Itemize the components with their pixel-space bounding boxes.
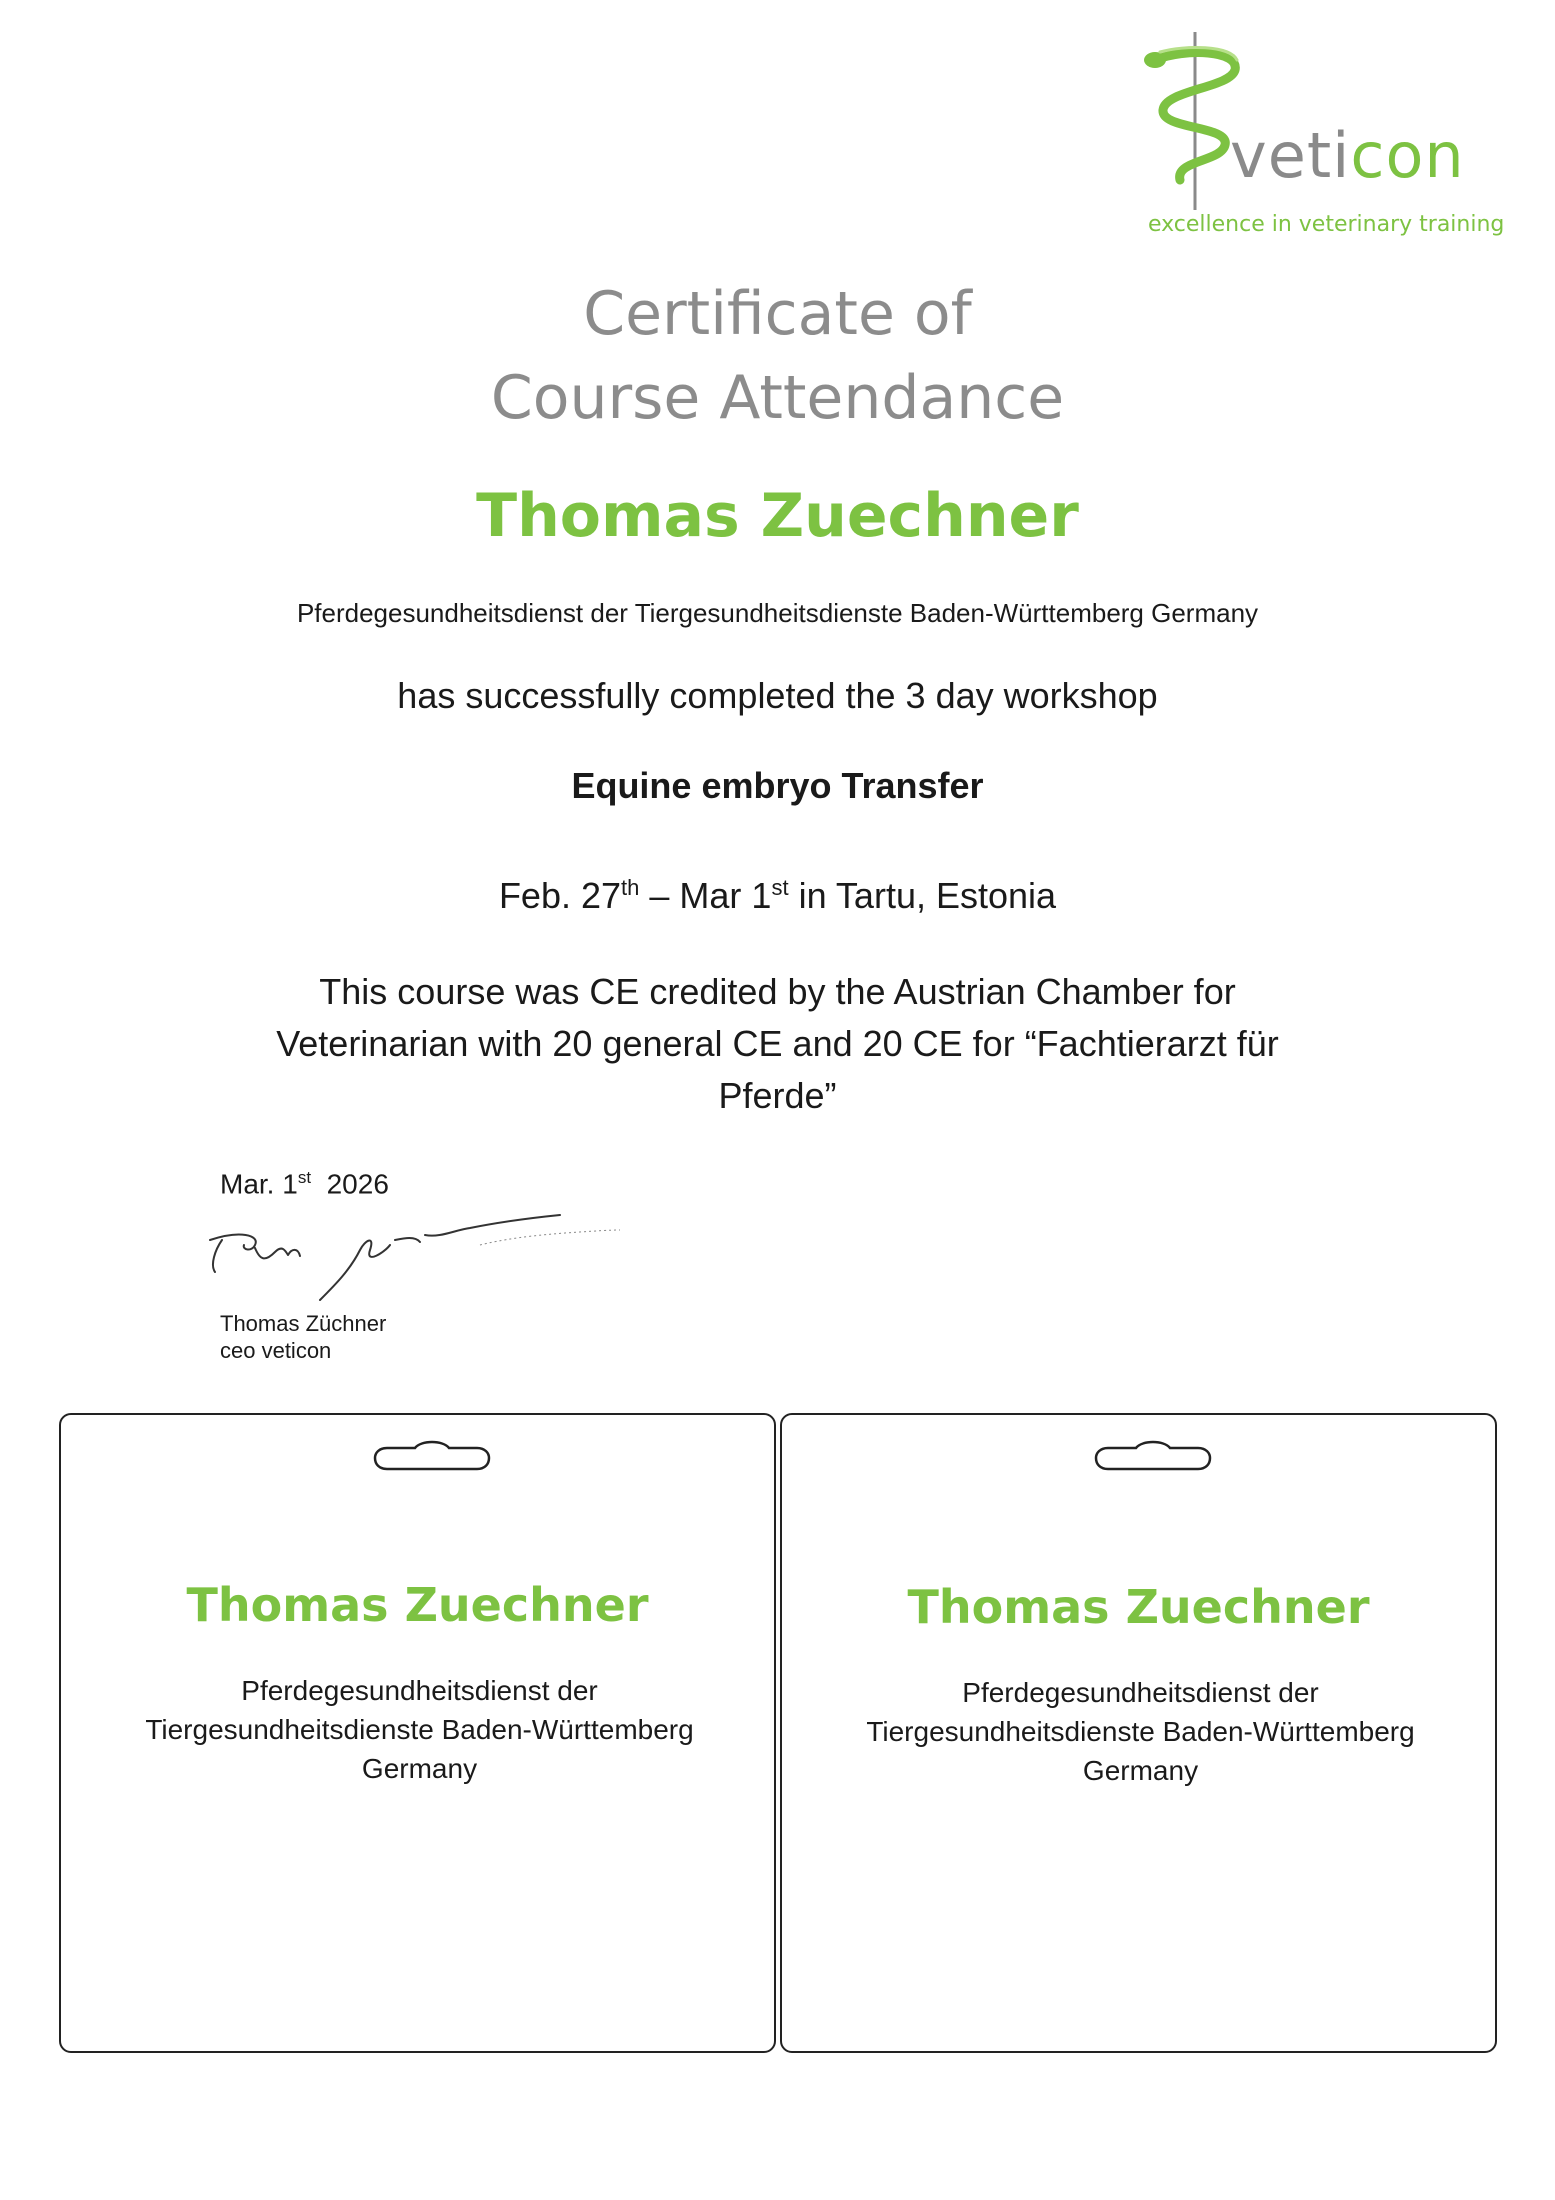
logo-wordmark: veticon: [1230, 119, 1465, 192]
course-name: Equine embryo Transfer: [571, 765, 984, 806]
veticon-logo: [1125, 30, 1525, 250]
badge-hanger-hole-icon: [373, 1437, 491, 1473]
name-badge-right: [780, 1413, 1497, 2053]
title-line-1: Certificate of: [583, 279, 972, 349]
badge-name: Thomas Zuechner: [186, 1578, 649, 1632]
signer-name: Thomas Züchner: [220, 1311, 387, 1336]
name-badge-left: [59, 1413, 776, 2053]
handwritten-signature: [200, 1190, 620, 1310]
completion-statement: has successfully completed the 3 day workshop: [397, 675, 1158, 716]
title-line-2: Course Attendance: [490, 363, 1065, 433]
recipient-name: Thomas Zuechner: [476, 481, 1079, 551]
course-dates: Feb. 27th – Mar 1st in Tartu, Estonia: [498, 875, 1057, 916]
logo-tagline: excellence in veterinary training: [1148, 212, 1505, 237]
badge-organization: Pferdegesundheitsdienst der Tiergesundheitsdienste Baden-Württemberg Germany: [866, 1677, 1415, 1786]
badge-organization: Pferdegesundheitsdienst der Tiergesundheitsdienste Baden-Württemberg Germany: [145, 1675, 694, 1784]
recipient-organization: Pferdegesundheitsdienst der Tiergesundheitsdienste Baden-Württemberg Germany: [296, 598, 1259, 628]
signer-block: [220, 1310, 386, 1364]
signer-title: ceo veticon: [220, 1338, 332, 1363]
badge-hanger-hole-icon: [1094, 1437, 1212, 1473]
certificate-title: [0, 272, 1555, 440]
credit-statement: This course was CE credited by the Austrian Chamber for Veterinarian with 20 general CE and 20 CE for “Fachtierarzt für Pferde”: [276, 971, 1279, 1116]
signature-date: Mar. 1st 2026: [220, 1168, 389, 1200]
badge-name: Thomas Zuechner: [907, 1580, 1370, 1634]
